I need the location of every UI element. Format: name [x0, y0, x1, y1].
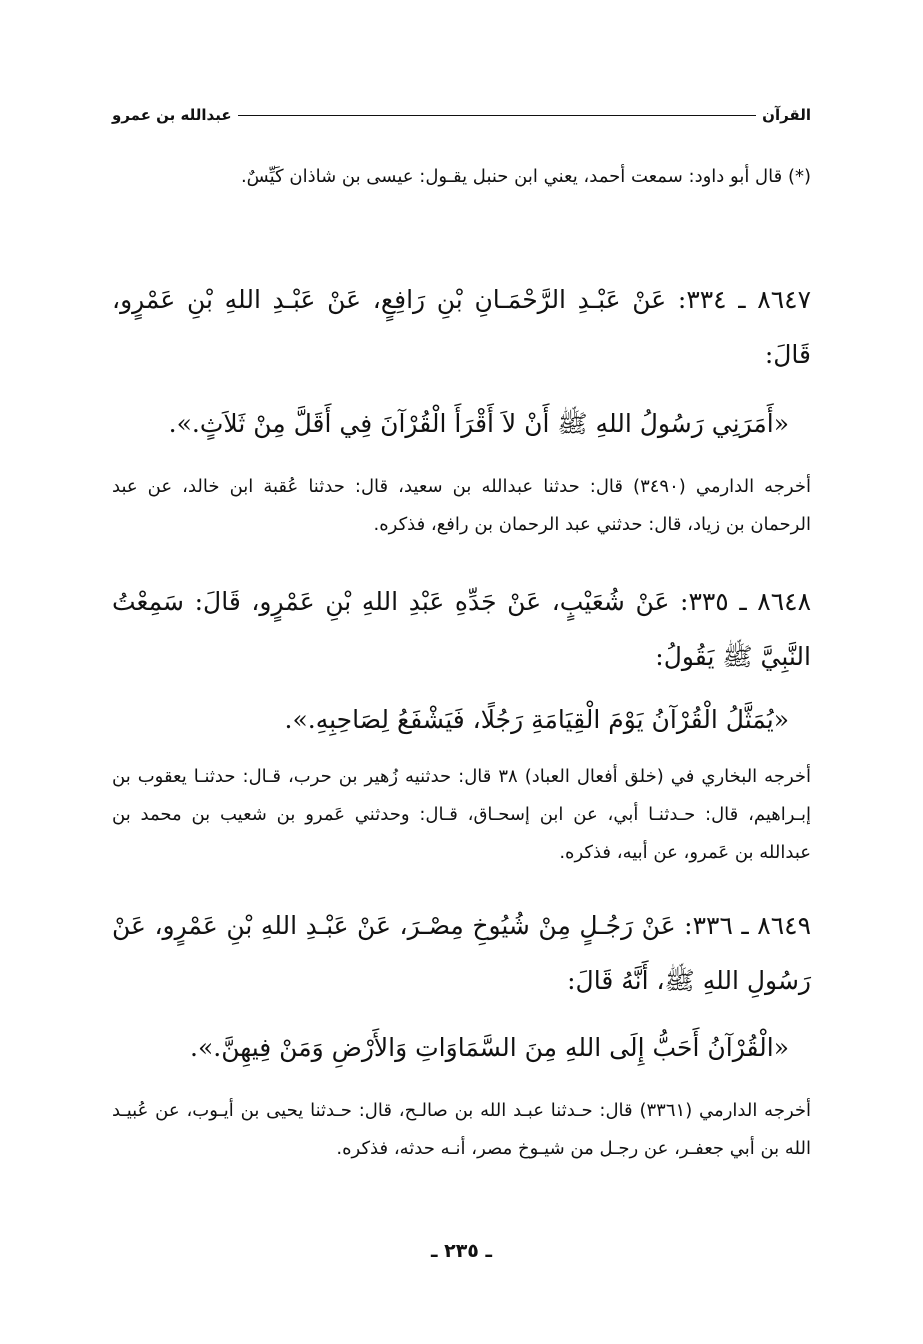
hadith-8649: ٨٦٤٩ ـ ٣٣٦: عَنْ رَجُـلٍ مِنْ شُيُوخِ مِصْـرَ، عَنْ عَبْـدِ اللهِ بْنِ عَمْرٍو، عَنْ رَسُولِ اللهِ ﷺ، أَنَّهُ قَالَ:: [112, 911, 812, 995]
running-header: [112, 100, 811, 130]
takhrij-8647: أخرجه الدارمي (٣٤٩٠) قال: حدثنا عبدالله بن سعيد، قال: حدثنا عُقبة ابن خالد، عن عبد الرحمان بن زياد، قال: حدثني عبد الرحمان بن رافع، فذكره.: [112, 476, 811, 535]
takhrij-8649: أخرجه الدارمي (٣٣٦١) قال: حـدثنا عبـد الله بن صالـح، قال: حـدثنا يحيى بن أيـوب، عن عُبيـد الله بن أبي جعفـر، عن رجـل من شيـوخ مصر، أنـه حدثه، فذكره.: [112, 1100, 812, 1159]
header-right-title: القرآن: [762, 106, 811, 124]
hadith-8647: ٨٦٤٧ ـ ٣٣٤: عَنْ عَبْـدِ الرَّحْمَـانِ بْنِ رَافِعٍ، عَنْ عَبْـدِ اللهِ بْنِ عَمْرٍو، قَالَ:: [112, 285, 811, 369]
matn-8648: «يُمَثَّلُ الْقُرْآنُ يَوْمَ الْقِيَامَةِ رَجُلًا، فَيَشْفَعُ لِصَاحِبِهِ.».: [284, 705, 789, 734]
takhrij-8648: أخرجه البخاري في (خلق أفعال العباد) ٣٨ قال: حدثنيه زُهير بن حرب، قـال: حدثنـا يعقوب بن إبـراهيم، قال: حـدثنـا أبي، عن ابن إسحـاق، قـال: وحدثني عَمرو بن شعيب بن محمد بن عبدالله بن عَمرو، عن أبيه، فذكره.: [112, 766, 812, 863]
author-note: (*) قال أبو داود: سمعت أحمد، يعني ابن حنبل يقـول: عيسى بن شاذان كَيِّسٌ.: [240, 166, 811, 187]
page-number: ـ ٢٣٥ ـ: [430, 1240, 492, 1262]
matn-8649: «الْقُرْآنُ أَحَبُّ إِلَى اللهِ مِنَ السَّمَاوَاتِ وَالأَرْضِ وَمَنْ فِيهِنَّ.».: [190, 1033, 789, 1062]
hadith-8648: ٨٦٤٨ ـ ٣٣٥: عَنْ شُعَيْبٍ، عَنْ جَدِّهِ عَبْدِ اللهِ بْنِ عَمْرٍو، قَالَ: سَمِعْتُ النَّبِيَّ ﷺ يَقُولُ:: [112, 587, 811, 671]
header-rule: [238, 115, 757, 116]
matn-8647: «أَمَرَنِي رَسُولُ اللهِ ﷺ أَنْ لاَ أَقْرَأَ الْقُرْآنَ فِي أَقَلَّ مِنْ ثَلاَثٍ.».: [168, 409, 789, 438]
header-left-title: عبدالله بن عمرو: [112, 106, 232, 124]
